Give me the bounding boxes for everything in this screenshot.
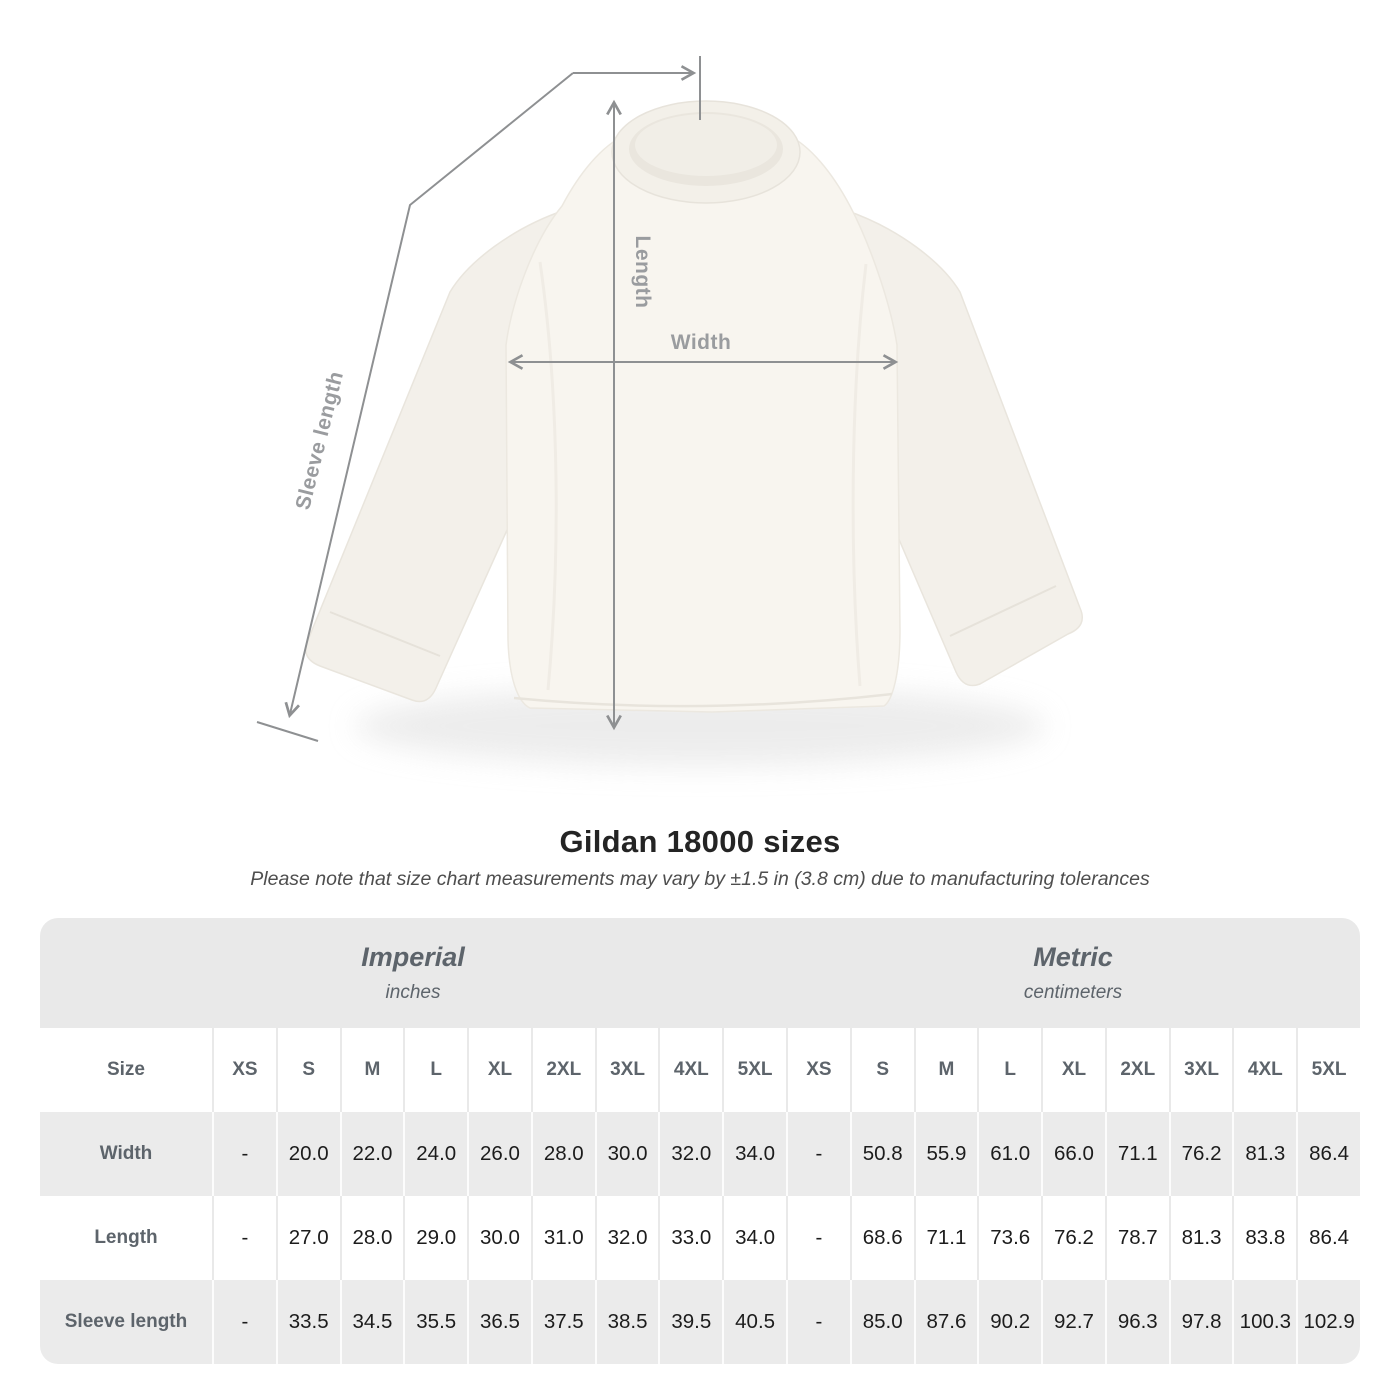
imperial-band-title: Imperial [361, 942, 465, 972]
row-label: Width [99, 1143, 153, 1164]
table-cell: 96.3 [1105, 1280, 1169, 1364]
table-header-row [40, 1028, 1360, 1112]
table-cell: 28.0 [340, 1196, 404, 1280]
unit-band [40, 918, 1360, 1028]
table-cell: 26.0 [467, 1112, 531, 1196]
table-cell: 55.9 [914, 1112, 978, 1196]
table-cell: 73.6 [977, 1196, 1041, 1280]
column-header: 4XL [658, 1028, 722, 1112]
table-cell: - [786, 1196, 850, 1280]
table-cell: 87.6 [914, 1280, 978, 1364]
column-header: M [340, 1028, 404, 1112]
table-cell: 33.0 [658, 1196, 722, 1280]
table-cell: 83.8 [1232, 1196, 1296, 1280]
table-cell: 86.4 [1296, 1112, 1360, 1196]
table-cell: 71.1 [914, 1196, 978, 1280]
table-cell: 29.0 [403, 1196, 467, 1280]
table-cell: 90.2 [977, 1280, 1041, 1364]
column-header: 3XL [1169, 1028, 1233, 1112]
table-cell: 28.0 [531, 1112, 595, 1196]
table-cell: 24.0 [403, 1112, 467, 1196]
metric-band-title: Metric [1033, 942, 1113, 972]
size-column-header: Size [106, 1059, 146, 1080]
column-header: M [914, 1028, 978, 1112]
table-cell: 81.3 [1232, 1112, 1296, 1196]
table-cell: - [786, 1112, 850, 1196]
table-cell: - [212, 1112, 276, 1196]
column-header: XL [1041, 1028, 1105, 1112]
table-cell: 32.0 [595, 1196, 659, 1280]
page-title: Gildan 18000 sizes [559, 824, 841, 859]
table-cell: 34.5 [340, 1280, 404, 1364]
sleeve-measure-label: Sleeve length [291, 368, 349, 513]
metric-band [786, 918, 1360, 1028]
table-cell: - [786, 1280, 850, 1364]
table-cell: 66.0 [1041, 1112, 1105, 1196]
table-cell: 100.3 [1232, 1280, 1296, 1364]
table-cell: 78.7 [1105, 1196, 1169, 1280]
column-header: XS [786, 1028, 850, 1112]
column-header: S [850, 1028, 914, 1112]
table-cell: 102.9 [1296, 1280, 1360, 1364]
metric-band-subtitle: centimeters [1023, 982, 1123, 1003]
width-measure-label: Width [670, 331, 732, 354]
length-measure-label: Length [631, 235, 654, 309]
table-cell: 76.2 [1169, 1112, 1233, 1196]
table-cell: 39.5 [658, 1280, 722, 1364]
table-cell: 61.0 [977, 1112, 1041, 1196]
table-cell: 22.0 [340, 1112, 404, 1196]
table-cell: 34.0 [722, 1196, 786, 1280]
column-header: 3XL [595, 1028, 659, 1112]
table-cell: - [212, 1196, 276, 1280]
column-header: 4XL [1232, 1028, 1296, 1112]
table-cell: 81.3 [1169, 1196, 1233, 1280]
table-cell: 36.5 [467, 1280, 531, 1364]
table-cell: 34.0 [722, 1112, 786, 1196]
table-cell: 97.8 [1169, 1280, 1233, 1364]
size-table [40, 918, 1360, 1364]
imperial-band [40, 918, 786, 1028]
table-cell: 50.8 [850, 1112, 914, 1196]
table-cell: 33.5 [276, 1280, 340, 1364]
table-cell: 30.0 [467, 1196, 531, 1280]
table-cell: 71.1 [1105, 1112, 1169, 1196]
sleeve-measure-bottom-tick [257, 722, 318, 741]
row-label: Sleeve length [64, 1311, 188, 1332]
column-header: 2XL [531, 1028, 595, 1112]
table-row-sleeve-length [40, 1280, 1360, 1364]
table-cell: 27.0 [276, 1196, 340, 1280]
table-cell: - [212, 1280, 276, 1364]
table-cell: 31.0 [531, 1196, 595, 1280]
table-cell: 35.5 [403, 1280, 467, 1364]
table-cell: 38.5 [595, 1280, 659, 1364]
column-header: L [977, 1028, 1041, 1112]
table-cell: 37.5 [531, 1280, 595, 1364]
tolerance-note: Please note that size chart measurements may vary by ±1.5 in (3.8 cm) due to manufacturing tolerances [250, 868, 1150, 890]
table-cell: 20.0 [276, 1112, 340, 1196]
column-header: 2XL [1105, 1028, 1169, 1112]
row-label: Length [94, 1227, 158, 1248]
table-row-width [40, 1112, 1360, 1196]
table-cell: 85.0 [850, 1280, 914, 1364]
table-cell: 76.2 [1041, 1196, 1105, 1280]
column-header: S [276, 1028, 340, 1112]
table-cell: 68.6 [850, 1196, 914, 1280]
column-header: XL [467, 1028, 531, 1112]
table-cell: 86.4 [1296, 1196, 1360, 1280]
table-row-length [40, 1196, 1360, 1280]
column-header: 5XL [1296, 1028, 1360, 1112]
table-cell: 40.5 [722, 1280, 786, 1364]
table-cell: 32.0 [658, 1112, 722, 1196]
table-cell: 30.0 [595, 1112, 659, 1196]
table-cell: 92.7 [1041, 1280, 1105, 1364]
imperial-band-subtitle: inches [385, 982, 441, 1003]
column-header: 5XL [722, 1028, 786, 1112]
column-header: L [403, 1028, 467, 1112]
column-header: XS [212, 1028, 276, 1112]
body-panel [506, 121, 900, 712]
collar-back-panel [635, 114, 777, 176]
